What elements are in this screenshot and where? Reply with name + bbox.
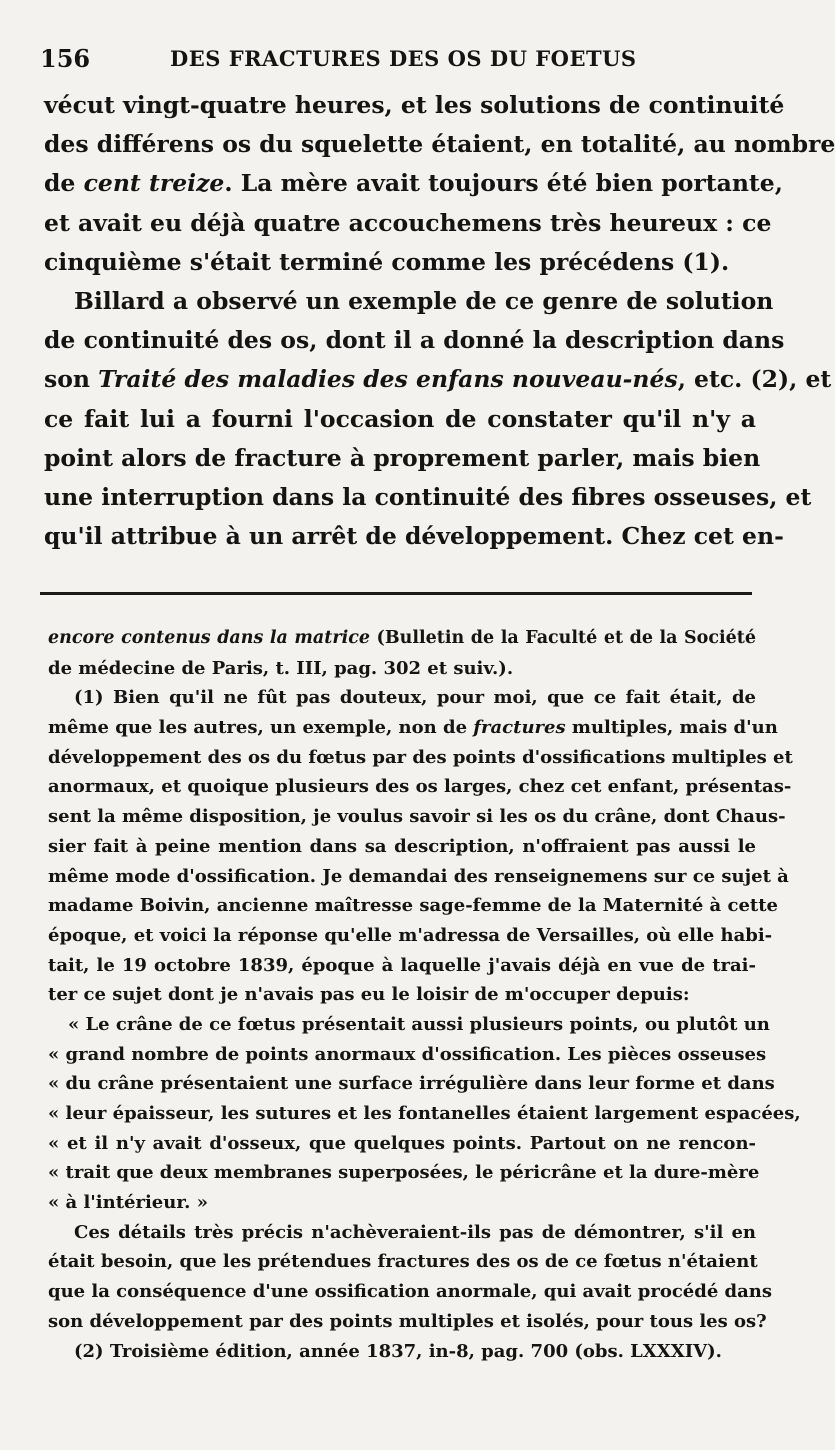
note-line: « trait que deux membranes superposées, le péricrâne et la dure-mère xyxy=(48,1162,760,1184)
note-line: anormaux, et quoique plusieurs des os larges, chez cet enfant, présentas- xyxy=(48,776,792,798)
footnote-rule xyxy=(40,592,752,595)
note-line: était besoin, que les prétendues fractures des os de ce fœtus n'étaient xyxy=(48,1251,758,1273)
note-line: « leur épaisseur, les sutures et les fontanelles étaient largement espacées, xyxy=(48,1103,801,1124)
note-line: tait, le 19 octobre 1839, époque à laquelle j'avais déjà en vue de trai- xyxy=(48,954,756,976)
body-line: ce fait lui a fourni l'occasion de constater qu'il n'y a xyxy=(44,404,756,433)
body-line: vécut vingt-quatre heures, et les solutions de continuité xyxy=(44,91,785,119)
body-line: de cent treize. La mère avait toujours été bien portante, xyxy=(44,169,783,198)
note-line: « à l'intérieur. » xyxy=(48,1192,208,1214)
note-line: sier fait à peine mention dans sa description, n'offraient pas aussi le xyxy=(48,835,756,857)
note-line: même mode d'ossification. Je demandai des renseignemens sur ce sujet à xyxy=(48,865,789,887)
main-text xyxy=(44,86,835,556)
note-line: développement des os du fœtus par des points d'ossifications multiples et xyxy=(48,746,793,768)
body-line: et avait eu déjà quatre accouchemens très heureux : ce xyxy=(44,208,772,237)
italic-phrase: cent treize xyxy=(83,169,225,198)
note-line: (1) Bien qu'il ne fût pas douteux, pour moi, que ce fait était, de xyxy=(74,687,756,709)
note-line: « du crâne présentaient une surface irrégulière dans leur forme et dans xyxy=(48,1073,775,1095)
note-line: ter ce sujet dont je n'avais pas eu le loisir de m'occuper depuis: xyxy=(48,984,690,1006)
note-line: son développement par des points multiples et isolés, pour tous les os? xyxy=(48,1310,767,1332)
note-line: (2) Troisième édition, année 1837, in-8, pag. 700 (obs. LXXXIV). xyxy=(74,1340,722,1362)
note-line: « grand nombre de points anormaux d'ossification. Les pièces osseuses xyxy=(48,1043,767,1065)
note-line: « Le crâne de ce fœtus présentait aussi plusieurs points, ou plutôt un xyxy=(68,1013,770,1035)
italic-phrase: encore contenus dans la matrice xyxy=(48,628,371,648)
running-title: DES FRACTURES DES OS DU FOETUS xyxy=(170,46,637,71)
note-line: sent la même disposition, je voulus savoir si les os du crâne, dont Chaus- xyxy=(48,806,786,828)
italic-phrase: Traité des maladies des enfans nouveau-nés xyxy=(98,365,678,394)
italic-phrase: fractures xyxy=(473,717,566,739)
body-line: point alors de fracture à proprement parler, mais bien xyxy=(44,443,761,472)
body-line: cinquième s'était terminé comme les précédens (1). xyxy=(44,247,730,276)
body-line: des différens os du squelette étaient, en totalité, au nombre xyxy=(44,130,835,159)
note-line: Ces détails très précis n'achèveraient-ils pas de démontrer, s'il en xyxy=(74,1221,756,1243)
note-line: « et il n'y avait d'osseux, que quelques points. Partout on ne rencon- xyxy=(48,1132,756,1154)
body-line: de continuité des os, dont il a donné la description dans xyxy=(44,326,785,355)
running-head xyxy=(40,44,760,74)
footnotes xyxy=(48,624,801,1366)
note-line: même que les autres, un exemple, non de fractures multiples, mais d'un xyxy=(48,717,778,739)
note-line: de médecine de Paris, t. III, pag. 302 et suiv.). xyxy=(48,657,514,679)
note-line: époque, et voici la réponse qu'elle m'adressa de Versailles, où elle habi- xyxy=(48,924,773,946)
body-line: Billard a observé un exemple de ce genre de solution xyxy=(74,286,774,315)
note-line: encore contenus dans la matrice (Bulletin de la Faculté et de la Société xyxy=(48,628,756,648)
body-line: qu'il attribue à un arrêt de développement. Chez cet en- xyxy=(44,522,784,551)
note-line: madame Boivin, ancienne maîtresse sage-femme de la Maternité à cette xyxy=(48,895,778,917)
note-line: que la conséquence d'une ossification anormale, qui avait procédé dans xyxy=(48,1281,773,1303)
body-line: une interruption dans la continuité des fibres osseuses, et xyxy=(44,482,812,511)
body-line: son Traité des maladies des enfans nouveau-nés, etc. (2), et xyxy=(44,365,832,394)
page-number: 156 xyxy=(40,44,91,73)
